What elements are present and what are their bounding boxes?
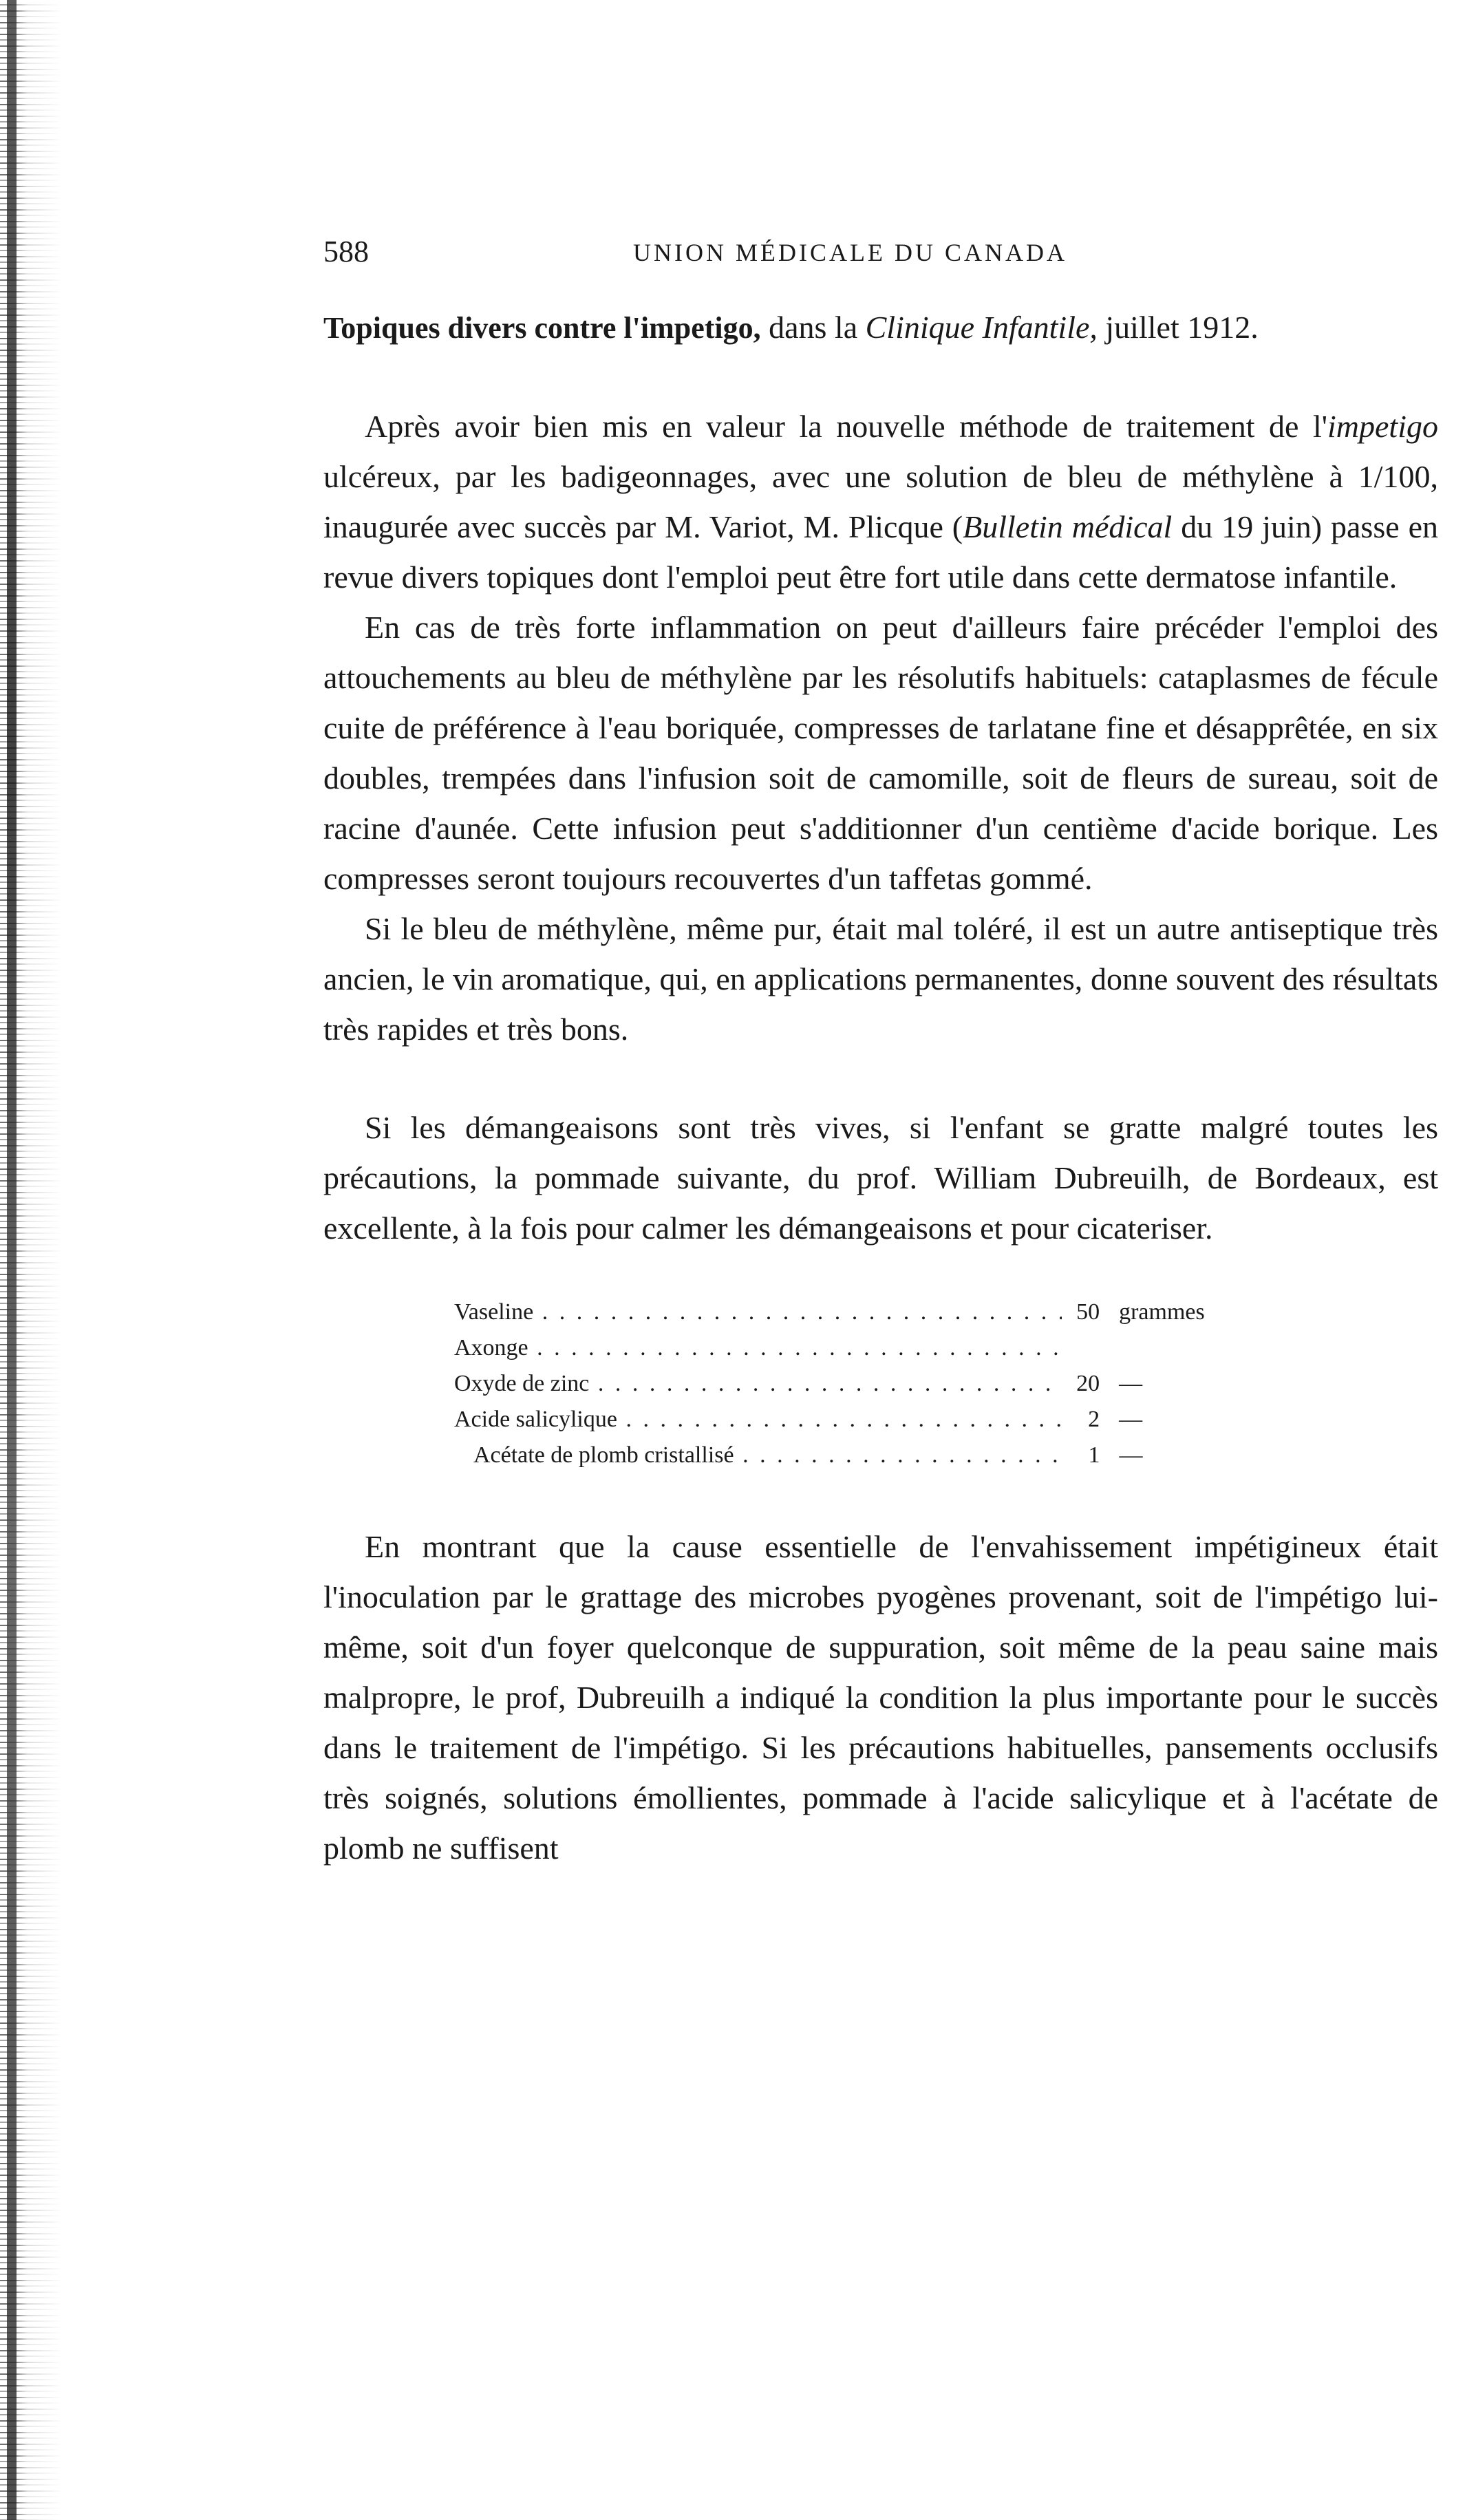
formula-row bbox=[454, 1402, 1245, 1438]
running-head bbox=[323, 234, 1438, 275]
section-gap bbox=[323, 1054, 1438, 1102]
journal-title: UNION MÉDICALE DU CANADA bbox=[633, 239, 1067, 266]
paragraph-4: Si les démangeaisons sont très vives, si l'enfant se gratte malgré toutes les précautions, la pommade suivante, du prof. William Dubreuilh, de Bordeaux, est excellente, à la fois pour calmer les démangeaisons et pour cicateriser. bbox=[323, 1110, 1438, 1246]
formula-row bbox=[454, 1366, 1245, 1402]
paragraph-1-part-a: Après avoir bien mis en valeur la nouvelle méthode de traitement de l' bbox=[365, 409, 1328, 444]
formula-ingredient: Acide salicylique . . . bbox=[454, 1402, 1062, 1438]
article-title-mid: dans la bbox=[760, 310, 866, 345]
paragraph-1-italic-bulletin: Bulletin médical bbox=[963, 509, 1173, 544]
page-number: 588 bbox=[323, 235, 369, 268]
formula-unit: grammes bbox=[1119, 1299, 1205, 1325]
paragraph-1 bbox=[323, 401, 1438, 602]
formula-quantity: 50 bbox=[1076, 1299, 1100, 1325]
formula-ingredient: Axonge . . . bbox=[454, 1330, 1062, 1366]
paragraph-5: En montrant que la cause essentielle de l'envahissement impétigineux était l'inoculation par le grattage des microbes pyogènes provenant, soit de l'impétigo lui-même, soit d'un foyer quelconque de suppuration, soit même de la peau saine mais malpropre, le prof, Dubreuilh a indiqué la condition la plus importante pour le succès dans le traitement de l'impétigo. Si les précautions habituelles, pansements occlusifs très soignés, solutions émollientes, pommade à l'acide salicylique et à l'acétate de plomb ne suffisent bbox=[323, 1529, 1438, 1866]
article-title bbox=[323, 303, 1438, 353]
paragraph-2: En cas de très forte inflammation on peut d'ailleurs faire précéder l'emploi des attouchements au bleu de méthylène par les résolutifs habituels: cataplasmes de fécule cuite de préférence à l'eau boriquée, compresses de tarlatane fine et désapprêtée, en six doubles, trempées dans l'infusion soit de camomille, soit de fleurs de sureau, soit de racine d'aunée. Cette infusion peut s'additionner d'un centième d'acide borique. Les compresses seront toujours recouvertes d'un taffetas gommé. bbox=[323, 610, 1438, 896]
paragraph-3: Si le bleu de méthylène, même pur, était mal toléré, il est un autre antiseptique très ancien, le vin aromatique, qui, en applications permanentes, donne souvent des résultats très rapides et très bons. bbox=[323, 911, 1438, 1047]
formula-unit: — bbox=[1119, 1407, 1143, 1432]
formula-row bbox=[454, 1438, 1245, 1473]
scan-binding-edge bbox=[7, 0, 17, 2520]
formula-ingredient: Vaseline . . . bbox=[454, 1294, 1062, 1330]
formula-unit: — bbox=[1119, 1442, 1143, 1468]
formula-ingredient: Acétate de plomb cristallisé . . . bbox=[454, 1438, 1062, 1473]
formula-ingredient: Oxyde de zinc . . . bbox=[454, 1366, 1062, 1402]
formula-quantity: 1 bbox=[1088, 1442, 1100, 1468]
formula-quantity: 20 bbox=[1076, 1371, 1100, 1396]
formula-row bbox=[454, 1330, 1245, 1366]
page bbox=[323, 234, 1438, 1873]
article-title-source: Clinique Infantile, bbox=[865, 310, 1098, 345]
formula-quantity: 2 bbox=[1088, 1407, 1100, 1432]
paragraph-1-italic-impetigo: impetigo bbox=[1327, 409, 1438, 444]
article-title-end: juillet 1912. bbox=[1097, 310, 1259, 345]
pomade-formula bbox=[454, 1294, 1245, 1473]
article-title-bold: Topiques divers contre l'impetigo, bbox=[323, 311, 761, 345]
paragraph-1-part-b: ulcéreux, par les badigeonnages, avec une solution de bleu de méthylène à 1/100, inaugurée avec succès par M. Variot, M. Plicque ( bbox=[323, 459, 1438, 544]
paragraph-1-part-c: du 19 juin) passe en revue divers topiques dont l'emploi peut être fort utile dans cette dermatose infantile. bbox=[323, 509, 1438, 595]
formula-row bbox=[454, 1294, 1245, 1330]
formula-unit: — bbox=[1119, 1371, 1143, 1396]
